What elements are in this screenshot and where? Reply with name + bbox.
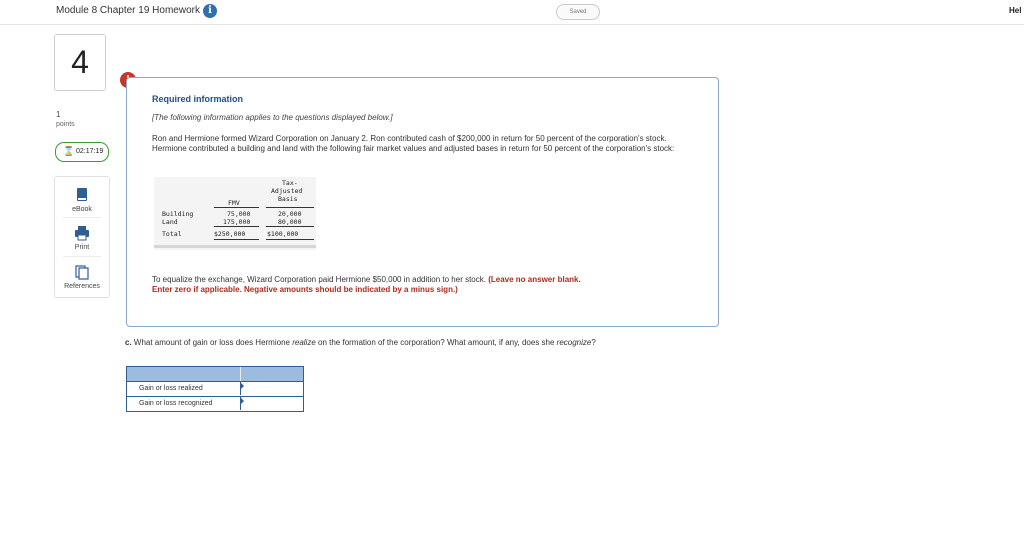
points-value: 1 <box>56 110 61 119</box>
ebook-button[interactable] <box>55 181 109 219</box>
subtotal-rule <box>214 226 259 227</box>
timer-value: 02:17:19 <box>76 148 104 155</box>
table-row <box>127 381 303 396</box>
header-tax: Tax- <box>282 179 298 187</box>
gain-loss-realized-label: Gain or loss realized <box>139 385 203 392</box>
help-link[interactable]: Hel <box>1009 6 1022 15</box>
timer <box>55 142 109 162</box>
header-rule <box>266 207 314 208</box>
references-button[interactable] <box>55 258 109 296</box>
header-adjusted: Adjusted <box>271 187 303 195</box>
equalize-text <box>152 275 702 295</box>
divider <box>63 217 101 218</box>
question-text <box>125 338 596 347</box>
row-fmv: 75,000 <box>227 210 251 218</box>
info-icon[interactable]: i <box>203 4 217 18</box>
required-title: Required information <box>152 94 244 104</box>
hourglass-icon: ⌛ <box>63 146 75 156</box>
required-info-card <box>126 77 719 327</box>
required-subtitle: [The following information applies to the questions displayed below.] <box>152 113 393 122</box>
ebook-label: eBook <box>72 206 92 213</box>
question-prefix: c. <box>125 338 132 347</box>
print-button[interactable] <box>55 219 109 257</box>
print-label: Print <box>74 244 90 251</box>
tools-panel <box>54 176 110 298</box>
total-rule <box>266 239 314 240</box>
input-marker <box>241 398 244 404</box>
gain-loss-recognized-label: Gain or loss recognized <box>139 400 213 407</box>
total-label: Total <box>162 230 182 238</box>
answer-table <box>126 366 304 412</box>
asset-table <box>154 177 316 250</box>
warning-text: (Leave no answer blank. <box>488 275 581 284</box>
table-footer-bar <box>154 245 316 248</box>
printer-icon <box>74 225 90 241</box>
row-basis: 80,000 <box>278 218 302 226</box>
divider <box>63 256 101 257</box>
subtotal-rule <box>266 226 314 227</box>
table-row <box>127 396 303 411</box>
question-part: What amount of gain or loss does Hermione <box>131 338 293 347</box>
question-number: 4 <box>54 34 106 91</box>
question-emphasis: recognize <box>556 338 592 347</box>
book-icon <box>74 187 90 203</box>
warning-text: Enter zero if applicable. Negative amounts should be indicated by a minus sign.) <box>152 285 458 294</box>
points-label: points <box>56 121 75 128</box>
row-label: Building <box>162 210 194 218</box>
row-fmv: 175,000 <box>223 218 251 226</box>
top-bar <box>0 0 1024 25</box>
header-basis: Basis <box>278 195 298 203</box>
header-divider <box>240 367 241 381</box>
input-marker <box>241 383 244 389</box>
total-rule <box>214 239 259 240</box>
header-fmv: FMV <box>228 199 240 207</box>
saved-status: Saved <box>556 4 600 20</box>
gain-loss-realized-input[interactable] <box>240 382 303 395</box>
question-emphasis: realize <box>292 338 316 347</box>
equalize-sentence: To equalize the exchange, Wizard Corporation paid Hermione $50,000 in addition to her stock. <box>152 275 486 284</box>
question-part: ? <box>591 338 596 347</box>
gain-loss-recognized-input[interactable] <box>240 397 303 410</box>
references-label: References <box>64 283 100 290</box>
total-basis: $100,000 <box>267 230 299 238</box>
row-basis: 20,000 <box>278 210 302 218</box>
row-label: Land <box>162 218 178 226</box>
scenario-paragraph: Ron and Hermione formed Wizard Corporation on January 2. Ron contributed cash of $200,000 in return for 50 percent of the corporation's stock. Hermione contributed a building and land with the following fair market values and adjusted bases in return for 50 percent of the corporation's stock: <box>152 134 675 153</box>
total-fmv: $250,000 <box>214 230 246 238</box>
answer-table-header <box>127 367 303 381</box>
question-part: on the formation of the corporation? What amount, if any, does she <box>315 338 557 347</box>
assignment-title: Module 8 Chapter 19 Homework <box>56 5 200 16</box>
references-icon <box>74 264 90 280</box>
header-rule <box>214 207 259 208</box>
